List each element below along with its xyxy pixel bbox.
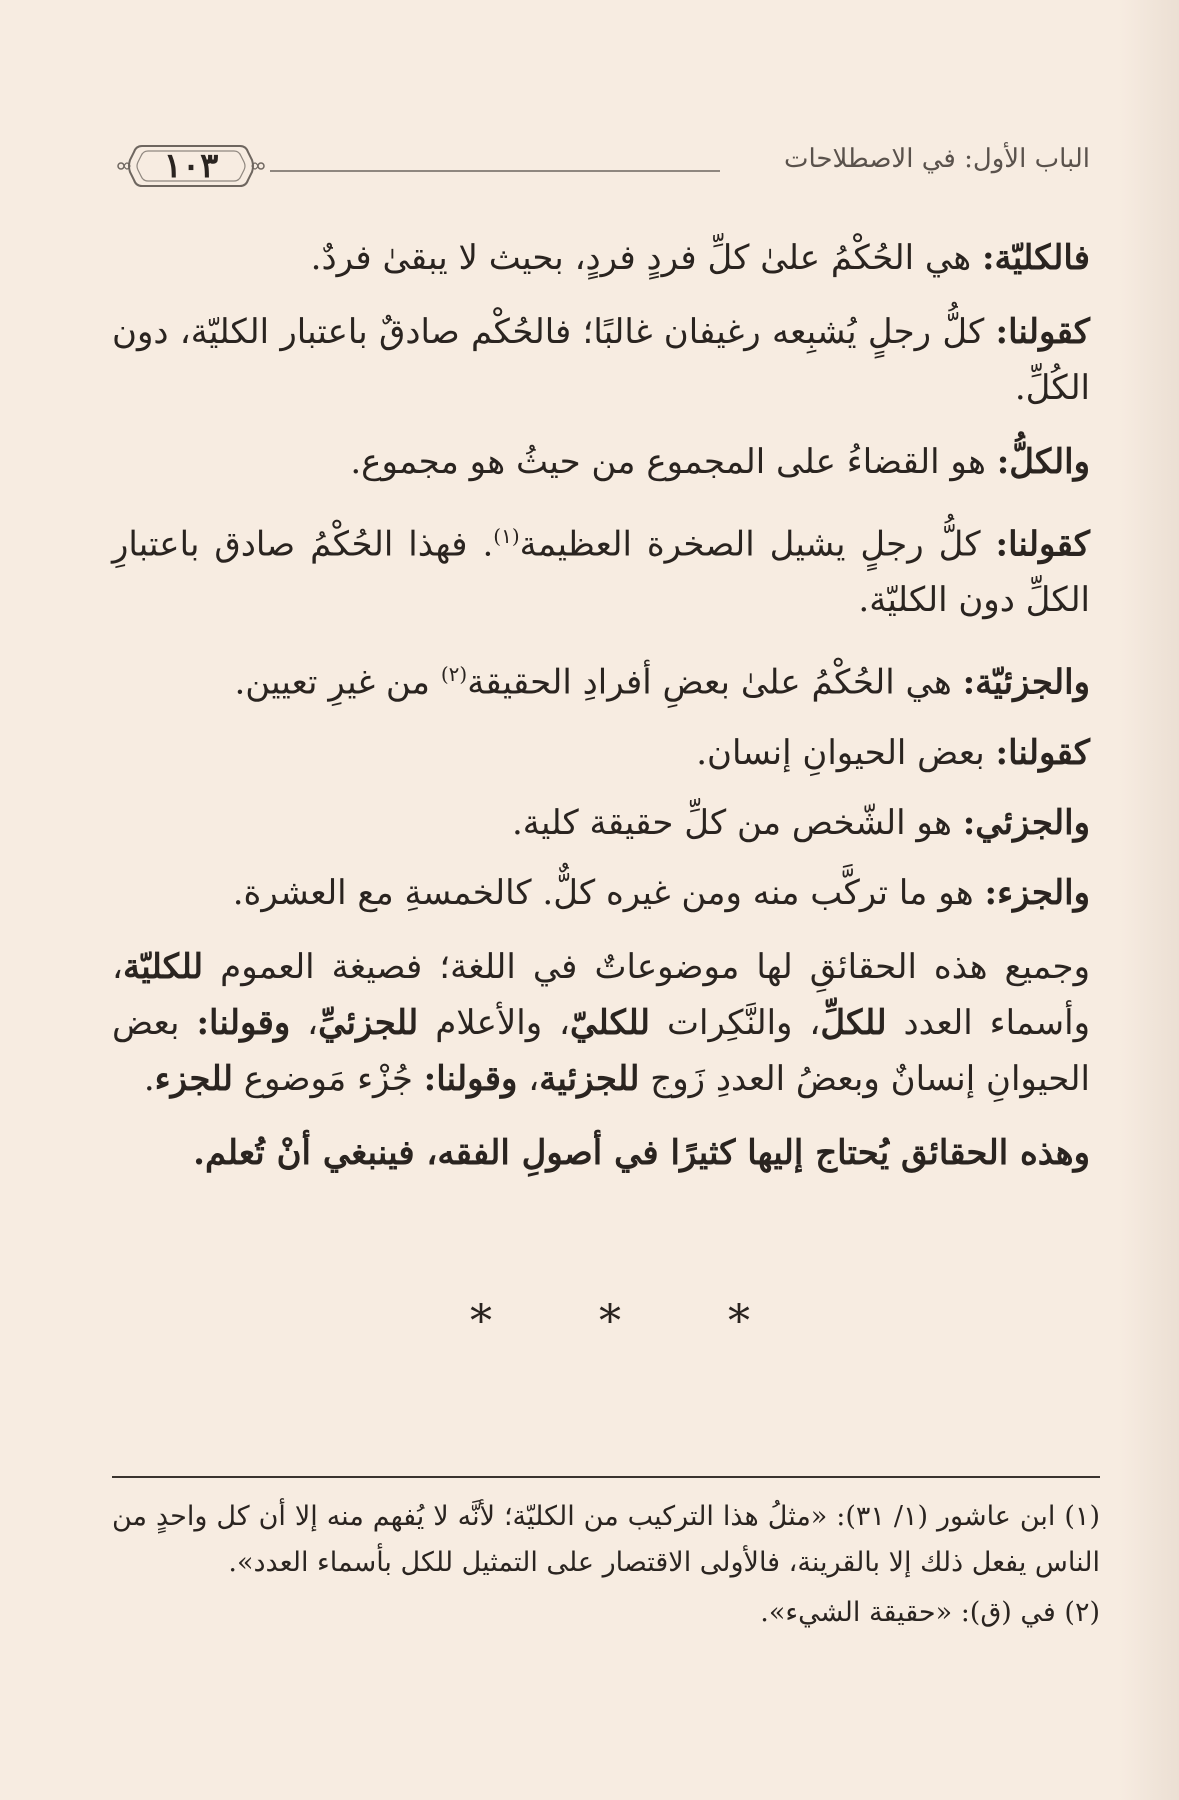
definition-text: هي الحُكْمُ علىٰ بعضِ أفرادِ الحقيقة [467,662,963,703]
example-text: كلُّ رجلٍ يشيل الصخرة العظيمة [519,524,996,565]
term-label: والجزئيّة: [962,662,1090,703]
definition-text: هو ما تركَّب منه ومن غيره كلٌّ. كالخمسةِ مع العشرة. [232,872,985,913]
definition-text: هو الشّخص من كلِّ حقيقة كلية. [511,802,963,843]
asterisk-icon: * [599,1296,621,1347]
header-rule [270,170,720,172]
example-text: بعض الحيوانِ إنسان. [696,732,996,773]
footnotes [112,1494,1100,1640]
footnote-ref-2[interactable]: (٢) [440,662,468,687]
example-text: . فهذا الحُكْمُ صادق باعتبارِ الكلِّ دون الكليّة. [112,524,1090,621]
paragraph-summary [112,939,1090,1107]
paragraph-particular [112,795,1090,851]
summary-text: . [143,1058,155,1099]
summary-text: بعض الحيوانِ إنسانٌ وبعضُ العددِ زَوج [112,1002,1090,1099]
summary-term: وقولنا: [423,1058,518,1099]
paragraph-part [112,865,1090,921]
term-label: والكلُّ: [996,442,1090,482]
summary-term: للجزء [154,1058,233,1099]
chapter-title: الباب الأول: في الاصطلاحات [784,144,1090,174]
summary-text: وجميع هذه الحقائقِ لها موضوعاتٌ في اللغة؛ فصيغة العموم [203,946,1090,987]
running-header [112,140,1090,192]
asterisk-icon: * [728,1296,750,1347]
definition-text: من غيرِ تعيين. [234,662,441,703]
summary-text: ، [290,1002,319,1043]
summary-term: للكلِّ [820,1002,887,1043]
footnote-1: (١) ابن عاشور (١/ ٣١): «مثلُ هذا التركيب من الكليّة؛ لأنَّه لا يُفهم منه إلا أن كل واحدٍ من الناس يفعل ذلك إلا بالقرينة، فالأولى الاقتصار على التمثيل للكل بأسماء العدد». [112,1501,1100,1578]
summary-text: ، [517,1058,540,1099]
paragraph-universality [112,230,1090,286]
main-text [112,230,1090,1199]
summary-text: جُزْء مَوضوع [232,1058,424,1099]
summary-text: ، وأسماء العدد [112,946,1090,1043]
paragraph-whole [112,434,1090,490]
page-number-frame [112,140,270,192]
footnote-ref-1[interactable]: (١) [493,524,520,548]
summary-text: ، والأعلام [418,1002,571,1043]
summary-term: للكليّة [122,946,204,987]
summary-term: للكليّ [570,1002,651,1043]
footnote-2: (٢) في (ق): «حقيقة الشيء». [760,1597,1100,1628]
definition-text: هي الحُكْمُ علىٰ كلِّ فردٍ فردٍ، بحيث لا يبقىٰ فردٌ. [310,238,982,278]
term-label: فالكليّة: [981,238,1090,278]
example-label: كقولنا: [995,524,1090,565]
asterisk-icon: * [470,1296,492,1347]
paragraph-example-2 [112,508,1090,628]
term-label: والجزئي: [962,802,1090,843]
paragraph-example-1 [112,304,1090,416]
paragraph-conclusion: وهذه الحقائق يُحتاج إليها كثيرًا في أصولِ الفقه، فينبغي أنْ تُعلم. [193,1132,1090,1173]
section-divider [470,1296,750,1347]
example-label: كقولنا: [995,732,1090,773]
summary-term: للجزئية [539,1058,640,1099]
example-label: كقولنا: [995,312,1090,352]
paragraph-example-3 [112,725,1090,781]
paragraph-particularity [112,646,1090,710]
summary-term: للجزئيِّ [318,1002,419,1043]
summary-term: وقولنا: [196,1002,291,1043]
summary-text: ، والنَّكِرات [650,1002,821,1043]
example-text: كلُّ رجلٍ يُشبِعه رغيفان غالبًا؛ فالحُكْم صادقٌ باعتبار الكليّة، دون الكُلِّ. [112,312,1090,408]
page-number: ١٠٣ [163,146,219,186]
footnote-rule [112,1476,1100,1478]
term-label: والجزء: [984,872,1090,913]
definition-text: هو القضاءُ على المجموع من حيثُ هو مجموع. [350,442,997,482]
